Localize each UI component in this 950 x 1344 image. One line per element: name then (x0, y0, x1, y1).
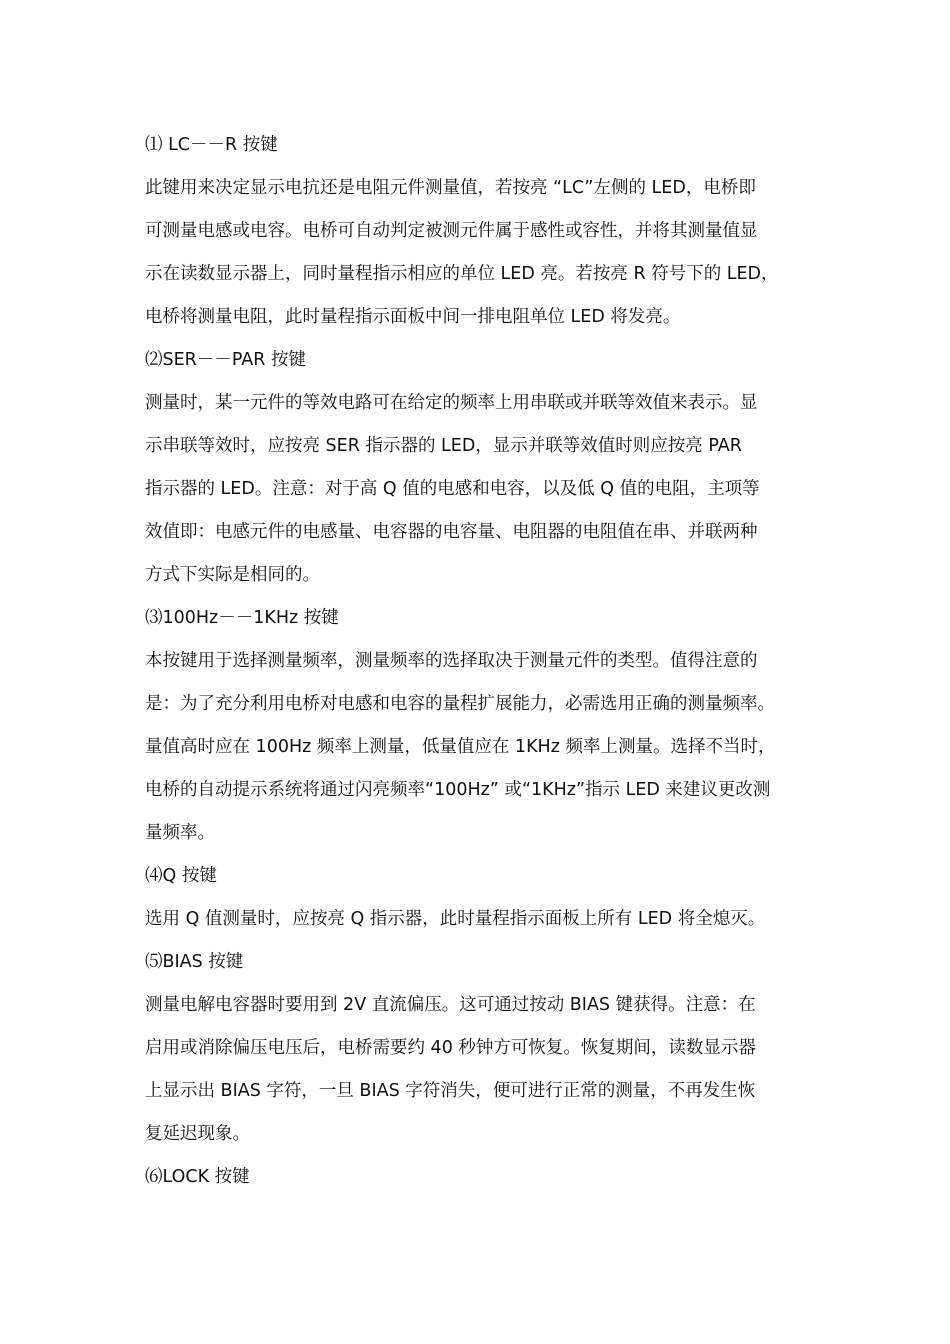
section-heading-frequency: ⑶100Hz－－1KHz 按键 (145, 608, 339, 628)
paragraph-line: 此键用来决定显示电抗还是电阻元件测量值，若按亮 “LC”左侧的 LED，电桥即 (145, 178, 756, 198)
paragraph-line: 示在读数显示器上，同时量程指示相应的单位 LED 亮。若按亮 R 符号下的 LED， (145, 264, 779, 284)
paragraph-line: 本按键用于选择测量频率，测量频率的选择取决于测量元件的类型。值得注意的 (145, 651, 758, 671)
paragraph-line: 测量时，某一元件的等效电路可在给定的频率上用串联或并联等效值来表示。显 (145, 393, 758, 413)
section-heading-lock: ⑹LOCK 按键 (145, 1167, 250, 1187)
paragraph-line: 启用或消除偏压电压后，电桥需要约 40 秒钟方可恢复。恢复期间，读数显示器 (145, 1038, 756, 1058)
paragraph-line: 是：为了充分利用电桥对电感和电容的量程扩展能力，必需选用正确的测量频率。 (145, 694, 775, 714)
paragraph-line: 效值即：电感元件的电感量、电容器的电容量、电阻器的电阻值在串、并联两种 (145, 522, 758, 542)
paragraph-line: 方式下实际是相同的。 (145, 565, 320, 585)
paragraph-line: 量值高时应在 100Hz 频率上测量，低量值应在 1KHz 频率上测量。选择不当时， (145, 737, 776, 757)
section-heading-ser-par: ⑵SER－－PAR 按键 (145, 350, 306, 370)
paragraph-line: 电桥将测量电阻，此时量程指示面板中间一排电阻单位 LED 将发亮。 (145, 307, 681, 327)
paragraph-line: 测量电解电容器时要用到 2V 直流偏压。这可通过按动 BIAS 键获得。注意：在 (145, 995, 756, 1015)
section-heading-q: ⑷Q 按键 (145, 866, 217, 886)
section-heading-bias: ⑸BIAS 按键 (145, 952, 244, 972)
paragraph-line: 示串联等效时，应按亮 SER 指示器的 LED，显示并联等效值时则应按亮 PAR (145, 436, 742, 456)
paragraph-line: 上显示出 BIAS 字符，一旦 BIAS 字符消失，便可进行正常的测量，不再发生恢 (145, 1081, 756, 1101)
section-heading-lc-r: ⑴ LC－－R 按键 (145, 135, 278, 155)
paragraph-line: 选用 Q 值测量时，应按亮 Q 指示器，此时量程指示面板上所有 LED 将全熄灭。 (145, 909, 766, 929)
document-body (145, 124, 810, 1199)
paragraph-line: 复延迟现象。 (145, 1124, 250, 1144)
paragraph-line: 指示器的 LED。注意：对于高 Q 值的电感和电容，以及低 Q 值的电阻，主项等 (145, 479, 760, 499)
paragraph-line: 电桥的自动提示系统将通过闪亮频率“100Hz” 或“1KHz”指示 LED 来建议更改测 (145, 780, 771, 800)
paragraph-line: 量频率。 (145, 823, 215, 843)
paragraph-line: 可测量电感或电容。电桥可自动判定被测元件属于感性或容性，并将其测量值显 (145, 221, 758, 241)
